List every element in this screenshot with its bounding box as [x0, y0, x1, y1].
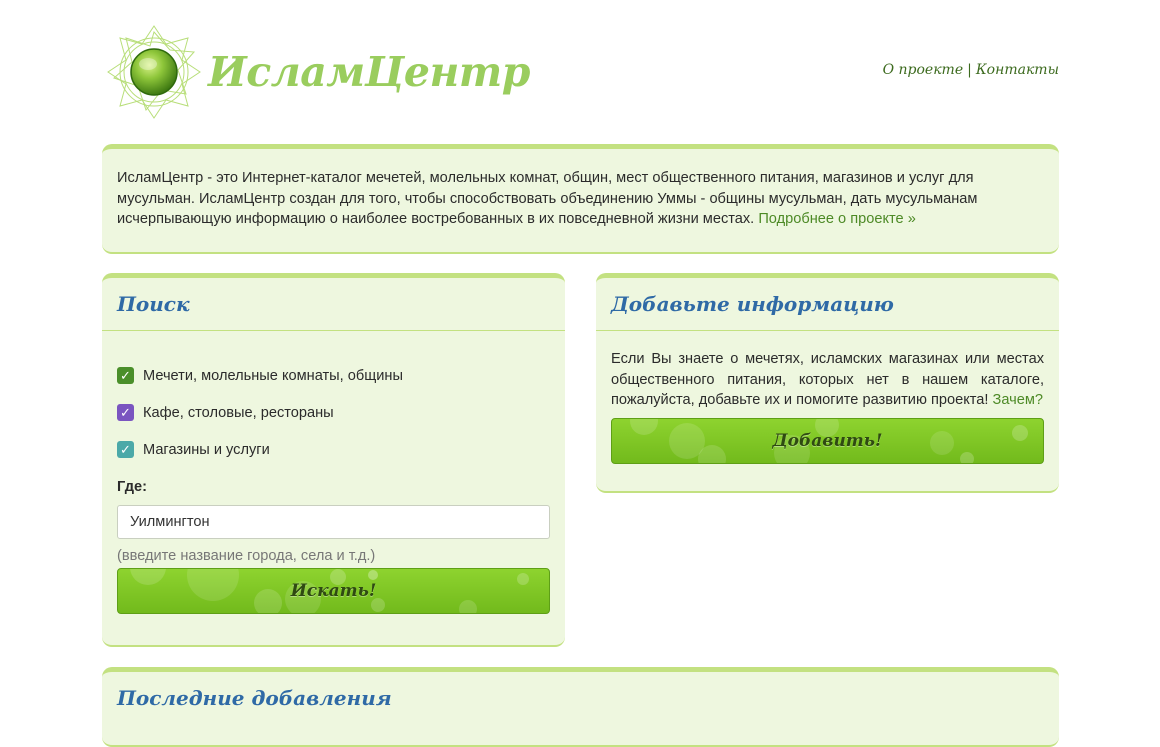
- add-info-paragraph: [596, 331, 1059, 411]
- category-shops[interactable]: [117, 431, 550, 468]
- add-button-label: Добавить!: [772, 431, 883, 451]
- category-cafes[interactable]: [117, 394, 550, 431]
- about-panel: [102, 144, 1059, 254]
- top-navigation: [883, 62, 1059, 78]
- logo-sphere-icon[interactable]: [106, 24, 202, 120]
- logo-graphic: [106, 24, 202, 120]
- site-header: [102, 0, 1059, 140]
- add-info-panel: [596, 273, 1059, 493]
- brand-name[interactable]: ИсламЦентр: [208, 48, 530, 96]
- why-link[interactable]: Зачем?: [992, 392, 1044, 408]
- add-button[interactable]: [611, 418, 1044, 464]
- city-hint: (введите название города, села и т.д.): [117, 548, 376, 564]
- nav-contacts-link[interactable]: Контакты: [975, 62, 1059, 78]
- about-more-link[interactable]: Подробнее о проекте »: [758, 211, 916, 227]
- checkbox-shops[interactable]: [117, 441, 134, 458]
- checkbox-mosques[interactable]: [117, 367, 134, 384]
- category-checkboxes: [102, 331, 565, 468]
- category-label: Кафе, столовые, рестораны: [143, 404, 334, 421]
- search-button-label: Искать!: [290, 581, 377, 601]
- city-input[interactable]: [117, 505, 550, 539]
- nav-separator: |: [967, 62, 972, 78]
- search-panel: [102, 273, 565, 647]
- checkmark-icon: ✓: [120, 442, 131, 457]
- about-text: ИсламЦентр - это Интернет-каталог мечетей, молельных комнат, общин, мест общественного питания, магазинов и услуг для мусульман. ИсламЦентр создан для того, чтобы способствовать объединению Уммы - общины мусульман, дать мусульманам исчерпывающую информацию о наиболее востребованных в их повседневной жизни местах.: [117, 170, 978, 227]
- checkbox-cafes[interactable]: [117, 404, 134, 421]
- nav-about-link[interactable]: О проекте: [882, 62, 964, 78]
- category-label: Мечети, молельные комнаты, общины: [143, 367, 403, 384]
- search-button[interactable]: [117, 568, 550, 614]
- category-mosques[interactable]: [117, 357, 550, 394]
- add-info-title: Добавьте информацию: [596, 278, 1059, 331]
- latest-title: Последние добавления: [117, 686, 392, 710]
- about-paragraph: [117, 168, 1044, 230]
- category-label: Магазины и услуги: [143, 441, 270, 458]
- checkmark-icon: ✓: [120, 405, 131, 420]
- checkmark-icon: ✓: [120, 368, 131, 383]
- add-info-text: Если Вы знаете о мечетях, исламских магазинах или местах общественного питания, которых нет в нашем каталоге, пожалуйста, добавьте их и помогите развитию проекта!: [611, 351, 1044, 408]
- search-title: Поиск: [102, 278, 565, 331]
- where-label: Где:: [117, 479, 147, 495]
- latest-additions-panel: [102, 667, 1059, 747]
